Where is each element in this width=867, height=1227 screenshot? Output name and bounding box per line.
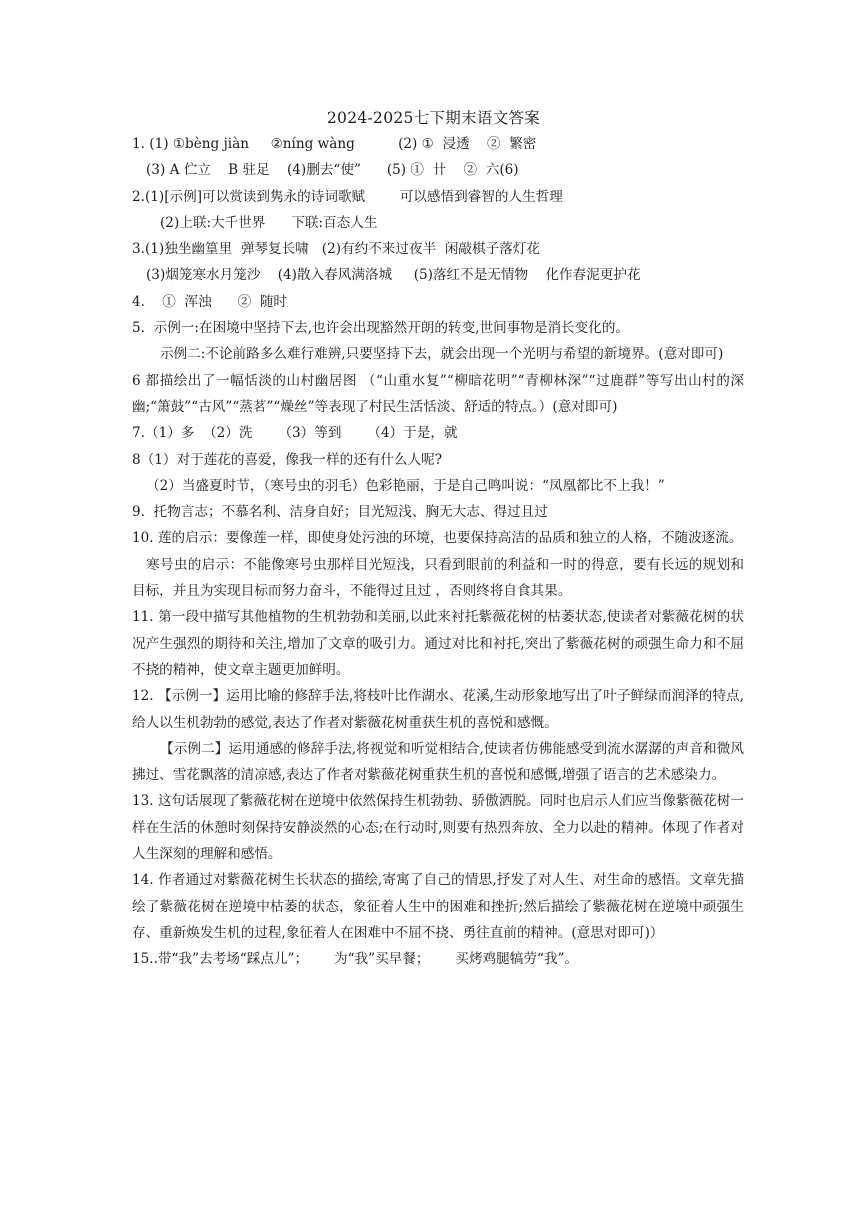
answer-3-line-1: 3.(1)独坐幽篁里 弹琴复长啸 (2)有约不来过夜半 闲敲棋子落灯花 xyxy=(132,241,540,258)
answer-14: 14. 作者通过对紫薇花树生长状态的描绘,寄寓了自己的情思,抒发了对人生、对生命的感悟。文章先描绘了紫薇花树在逆境中枯萎的状态，象征着人生中的困难和挫折;然后描绘了紫薇花树在逆境中顽强生存、重新焕发生机的过程,象征着人在困难中不屈不挠、勇往直前的精神。(意思对即可)） xyxy=(132,872,744,941)
answer-15: 15..带“我”去考场“踩点儿”； 为“我”买早餐； 买烤鸡腿犒劳“我”。 xyxy=(132,951,579,968)
answer-1-line-2: (3) A 伫立 B 驻足 (4)删去“使” (5) ① 卄 ② 六(6) xyxy=(146,162,519,179)
answer-6: 6 都描绘出了一幅恬淡的山村幽居图 （“山重水复”“柳暗花明”“青柳林深”“过鹿群”等写出山村的深幽;“箫鼓”“古风”“蒸茗”“燥丝”等表现了村民生活恬淡、舒适的特点。）(意对即可) xyxy=(132,372,744,415)
answer-5-line-1: 5. 示例一:在困境中坚持下去,也许会出现豁然开朗的转变,世间事物是消长变化的。 xyxy=(132,320,630,337)
answer-11: 11. 第一段中描写其他植物的生机勃勃和美丽,以此来衬托紫薇花树的枯萎状态,使读者对紫薇花树的状况产生强烈的期待和关注,增加了文章的吸引力。通过对比和衬托,突出了紫薇花树的顽强生命力和不屈不挠的精神，使文章主题更加鲜明。 xyxy=(132,609,744,678)
answer-3-line-2: (3)烟笼寒水月笼沙 (4)散入春风满洛城 (5)落红不是无情物 化作春泥更护花 xyxy=(146,267,641,284)
answer-2-line-1: 2.(1)[示例]可以赏读到隽永的诗词歌赋 可以感悟到睿智的人生哲理 xyxy=(132,188,563,205)
answer-8-line-2: （2）当盛夏时节，（寒号虫的羽毛）色彩艳丽，于是自己鸣叫说：“凤凰都比不上我！” xyxy=(146,477,665,494)
answer-9: 9. 托物言志；不慕名利、洁身自好；目光短浅、胸无大志、得过且过 xyxy=(132,504,548,521)
answer-4: 4. ① 浑浊 ② 随时 xyxy=(132,293,288,310)
answer-10-insect: 寒号虫的启示：不能像寒号虫那样目光短浅，只看到眼前的利益和一时的得意，要有长远的规划和目标，并且为实现目标而努力奋斗，不能得过且过 ，否则终将自食其果。 xyxy=(132,556,744,600)
answer-2-line-2: (2)上联:大千世界 下联:百态人生 xyxy=(160,214,378,231)
answer-8-line-1: 8（1）对于莲花的喜爱，像我一样的还有什么人呢? xyxy=(132,451,443,468)
answer-12-example-1: 12. 【示例一】运用比喻的修辞手法,将枝叶比作湖水、花溪,生动形象地写出了叶子鲜绿而润泽的特点,给人以生机勃勃的感觉,表达了作者对紫薇花树重获生机的喜悦和感慨。 xyxy=(132,688,744,731)
answer-5-example-2: 示例二:不论前路多么难行难辨,只要坚持下去，就会出现一个光明与希望的新境界。(意对即可) xyxy=(160,346,724,363)
answer-content xyxy=(132,131,744,973)
answer-1-line-1: 1. (1) ①bèng jiàn ②níng wàng (2) ① 浸透 ② 繁密 xyxy=(132,136,537,152)
answer-7: 7.（1）多 （2）洗 （3）等到 （4）于是，就 xyxy=(132,425,458,442)
answer-12-example-2: 【示例二】运用通感的修辞手法,将视觉和听觉相结合,使读者仿佛能感受到流水潺潺的声音和微风拂过、雪花飘落的清凉感,表达了作者对紫薇花树重获生机的喜悦和感慨,增强了语言的艺术感染力。 xyxy=(132,740,744,784)
document-title: 2024-2025七下期末语文答案 xyxy=(326,109,541,127)
answer-13: 13. 这句话展现了紫薇花树在逆境中依然保持生机勃勃、骄傲洒脱。同时也启示人们应当像紫薇花树一样在生活的休憩时刻保持安静淡然的心态;在行动时,则要有热烈奔放、全力以赴的精神。体现了作者对人生深刻的理解和感悟。 xyxy=(132,793,744,863)
answer-10-lotus: 10. 莲的启示：要像莲一样，即使身处污浊的环境，也要保持高洁的品质和独立的人格，不随波逐流。 xyxy=(132,530,743,547)
